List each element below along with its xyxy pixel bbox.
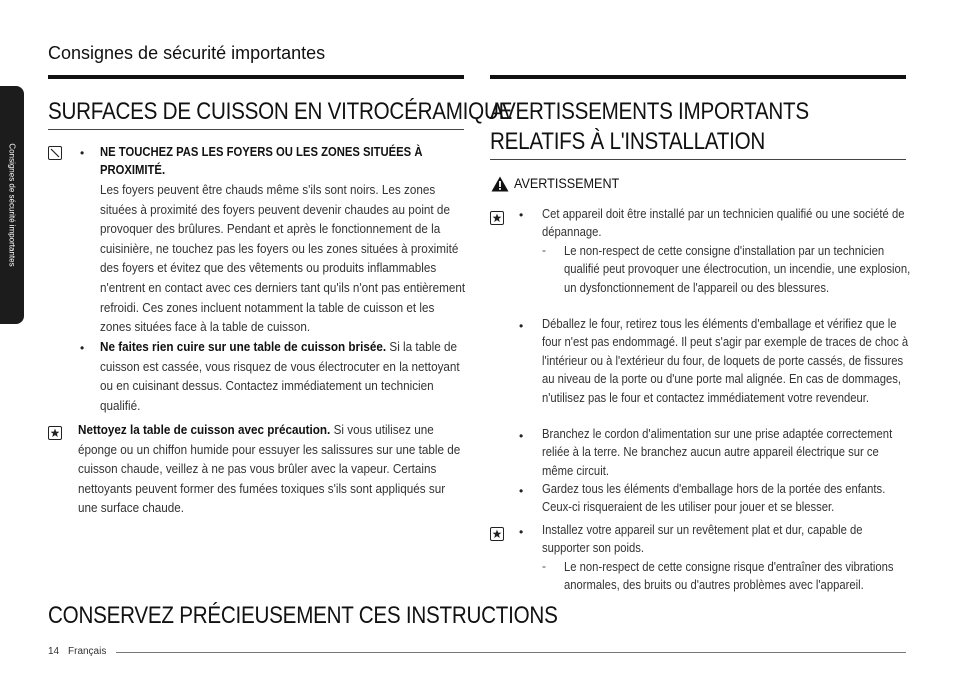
right-b3: Branchez le cordon d'alimentation sur une prise adaptée correctement reliée à la terre. Ne branchez aucun autre appareil électrique sur ce même circuit. <box>542 426 893 478</box>
bullet: • <box>519 525 524 539</box>
left-header-rule <box>48 75 464 79</box>
left-section-title: SURFACES DE CUISSON EN VITROCÉRAMIQUE <box>48 98 513 125</box>
left-b2 <box>100 337 465 415</box>
star-icon <box>490 527 504 541</box>
right-b5-sub: Le non-respect de cette consigne risque d'entraîner des vibrations anormales, des bruits ou d'autres problèmes avec l'appareil. <box>564 559 894 593</box>
right-b5: Installez votre appareil sur un revêtement plat et dur, capable de supporter son poids. <box>542 522 863 556</box>
left-b1-bold <box>100 143 452 180</box>
no-touch-icon <box>48 146 62 160</box>
right-b2: Déballez le four, retirez tous les éléments d'emballage et vérifiez que le four n'est pas endommagé. Il peut s'agir par exemple de traces de choc à l'intérieur ou à l'extérieur du four, de loquets de porte cassés, de fissures au niveau de la porte ou d'une porte mal alignée. En cas de dommages, n'utilisez pas le four et contactez immédiatement votre revendeur. <box>542 316 909 405</box>
left-b1-body: Les foyers peuvent être chauds même s'ils sont noirs. Les zones situées à proximité des foyers peuvent devenir chaudes au point de provoquer des brûlures. Pendant et après le fonctionnement de la cuisinière, ne touchez pas les foyers ou les zones situées à proximité des foyers et évitez que des vêtements ou produits inflammables n'entrent en contact avec ces derniers tant qu'ils n'ont pas entièrement refroidi. Ces zones incluent notamment la table de cuisson et les zones situées face à la table de cuisson. <box>100 182 466 335</box>
section-header: Consignes de sécurité importantes <box>48 43 326 63</box>
side-tab <box>0 86 24 324</box>
left-note-body: Si vous utilisez une éponge ou un chiffon humide pour essuyer les salissures sur une table de cuisson chaude, veillez à ne pas vous brûler avec la vapeur. Certains nettoyants peuvent former des fumées toxiques s'ils sont appliqués sur une surface chaude. <box>78 422 461 516</box>
left-b1-bold-line1: NE TOUCHEZ PAS LES FOYERS OU LES ZONES SITUÉES À <box>100 144 423 159</box>
right-title-line1: AVERTISSEMENTS IMPORTANTS <box>490 98 809 125</box>
left-b1-bold-line2: PROXIMITÉ. <box>100 162 166 178</box>
left-b2-body: Si la table de cuisson est cassée, vous risquez de vous électrocuter en la nettoyant ou en cuisinant dessus. Contactez immédiatement un technicien qualifié. <box>100 339 460 413</box>
left-title-rule <box>48 129 464 130</box>
warning-triangle-icon <box>491 176 509 192</box>
star-icon <box>490 211 504 225</box>
right-b4: Gardez tous les éléments d'emballage hors de la portée des enfants. Ceux-ci risqueraient de les utiliser pour jouer et se blesser. <box>542 481 886 515</box>
conserve-title: CONSERVEZ PRÉCIEUSEMENT CES INSTRUCTIONS <box>48 602 558 629</box>
side-tab-label: Consignes de sécurité importantes <box>7 143 17 267</box>
bullet: • <box>80 341 85 355</box>
dash: - <box>542 243 546 257</box>
bullet: • <box>519 319 524 333</box>
star-icon <box>48 426 62 440</box>
dash: - <box>542 559 546 573</box>
bullet: • <box>80 146 85 160</box>
page-number: 14 <box>48 646 60 657</box>
bullet: • <box>519 208 524 222</box>
right-b1-sub: Le non-respect de cette consigne d'installation par un technicien qualifié peut provoquer une électrocution, un incendie, une explosion, un dysfonctionnement de l'appareil ou des blessures. <box>564 243 911 295</box>
left-note <box>78 420 465 518</box>
bullet: • <box>519 484 524 498</box>
footer-rule <box>116 652 906 653</box>
footer-language: Français <box>68 646 107 657</box>
right-title-line2: RELATIFS À L'INSTALLATION <box>490 128 766 155</box>
right-title-rule <box>490 159 906 160</box>
right-b1: Cet appareil doit être installé par un technicien qualifié ou une société de dépannage. <box>542 206 905 240</box>
left-note-bold: Nettoyez la table de cuisson avec précaution. <box>78 422 331 437</box>
bullet: • <box>519 429 524 443</box>
left-b2-bold: Ne faites rien cuire sur une table de cuisson brisée. <box>100 339 387 354</box>
right-header-rule <box>490 75 906 79</box>
warning-label: AVERTISSEMENT <box>514 175 620 191</box>
right-section-title <box>490 97 809 157</box>
